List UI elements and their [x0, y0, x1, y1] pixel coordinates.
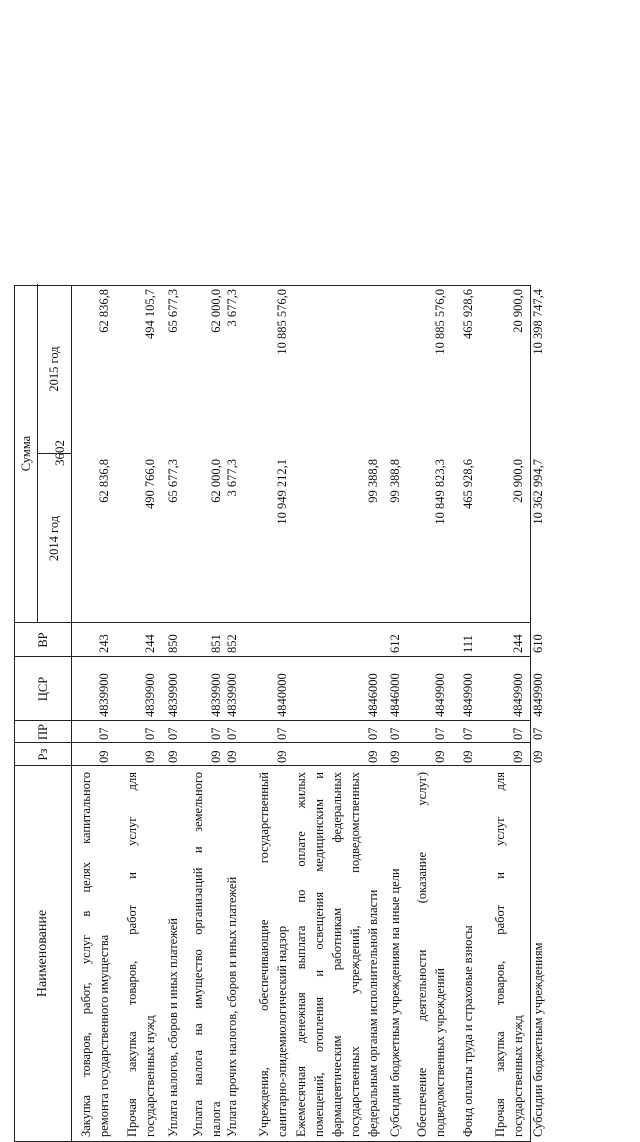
cell-csr: 4846000 — [366, 672, 380, 717]
cell-vr: 612 — [388, 633, 402, 653]
cell-rz: 09 — [166, 750, 180, 763]
cell-csr: 4849900 — [511, 672, 525, 717]
table-header — [15, 286, 72, 1141]
row-name-line: фармацевтическим работникам федеральных — [330, 771, 344, 1137]
row-name-line: помещений, отопления и освещения медицинским и — [312, 771, 326, 1137]
header-vr: ВР — [35, 631, 50, 648]
cell-2015: 10 398 747,4 — [531, 288, 545, 355]
cell-2014: 62 836,8 — [97, 458, 111, 503]
header-rz: Рз — [35, 748, 50, 760]
row-name — [255, 772, 291, 1137]
cell-rz: 09 — [511, 750, 525, 763]
cell-vr: 244 — [511, 633, 525, 653]
row-name — [459, 772, 477, 1137]
row-name-line: государственных нужд — [511, 1014, 525, 1137]
cell-rz: 09 — [209, 750, 223, 763]
cell-rz: 09 — [275, 750, 289, 763]
header-name: Наименование — [35, 909, 50, 997]
cell-2014: 10 849 823,3 — [433, 458, 447, 525]
cell-vr: 851 — [209, 633, 223, 653]
cell-csr: 4839900 — [166, 672, 180, 717]
cell-pr: 07 — [366, 727, 380, 740]
row-name-line: санитарно-эпидемиологический надзор — [275, 925, 289, 1137]
cell-rz: 09 — [366, 750, 380, 763]
cell-pr: 07 — [166, 727, 180, 740]
row-name-line: Уплата прочих налогов, сборов и иных платежей — [225, 876, 239, 1137]
row-name — [164, 772, 182, 1137]
cell-csr: 4839900 — [225, 672, 239, 717]
header-2015: 2015 год — [46, 345, 61, 392]
row-name — [491, 772, 527, 1137]
row-name-line: Учреждения, обеспечивающие государственный — [257, 771, 271, 1137]
cell-2015: 3 677,3 — [225, 288, 239, 326]
cell-pr: 07 — [531, 727, 545, 740]
cell-pr: 07 — [388, 727, 402, 740]
cell-2015: 62 836,8 — [97, 288, 111, 333]
row-name-line: налога — [209, 1100, 223, 1137]
row-name-line: Обеспечение деятельности (оказание услуг) — [415, 771, 429, 1137]
cell-csr: 4849900 — [433, 672, 447, 717]
cell-vr: 610 — [531, 633, 545, 653]
row-name — [413, 772, 449, 1137]
cell-pr: 07 — [225, 727, 239, 740]
row-name — [223, 772, 241, 1137]
cell-rz: 09 — [225, 750, 239, 763]
row-name — [529, 772, 547, 1137]
row-name-line: федеральным органам исполнительной власти — [366, 889, 380, 1137]
cell-rz: 09 — [461, 750, 475, 763]
cell-2014: 99 388,8 — [366, 458, 380, 503]
cell-2014: 62 000,0 — [209, 458, 223, 503]
header-sum: Сумма — [18, 435, 33, 471]
cell-pr: 07 — [461, 727, 475, 740]
cell-2015: 62 000,0 — [209, 288, 223, 333]
row-name-line: Прочая закупка товаров, работ и услуг для — [125, 771, 139, 1137]
row-name-line: государственных нужд — [143, 1014, 157, 1137]
cell-pr: 07 — [275, 727, 289, 740]
page-number: 3602 — [52, 440, 67, 466]
cell-2014: 10 362 994,7 — [531, 458, 545, 525]
cell-rz: 09 — [531, 750, 545, 763]
cell-vr: 243 — [97, 633, 111, 653]
cell-pr: 07 — [433, 727, 447, 740]
cell-2015: 20 900,0 — [511, 288, 525, 333]
budget-table — [14, 285, 545, 1142]
row-name — [123, 772, 159, 1137]
cell-csr: 4839900 — [97, 672, 111, 717]
row-name — [77, 772, 113, 1137]
row-name-line: Прочая закупка товаров, работ и услуг для — [493, 771, 507, 1137]
row-name-line: Уплата налогов, сборов и иных платежей — [166, 917, 180, 1137]
row-name — [292, 772, 382, 1137]
cell-2014: 465 928,6 — [461, 458, 475, 509]
cell-vr: 852 — [225, 633, 239, 653]
row-name-line: Уплата налога на имущество организаций и земельного — [191, 771, 205, 1137]
row-name-line: Ежемесячная денежная выплата по оплате жилых — [294, 771, 308, 1137]
cell-2014: 20 900,0 — [511, 458, 525, 503]
row-name — [189, 772, 225, 1137]
cell-2015: 494 105,7 — [143, 288, 157, 339]
cell-2015: 465 928,6 — [461, 288, 475, 339]
cell-csr: 4849900 — [531, 672, 545, 717]
row-name-line: государственных учреждений, подведомственных — [348, 771, 362, 1137]
row-name-line: Фонд оплаты труда и страховые взносы — [461, 924, 475, 1137]
cell-rz: 09 — [388, 750, 402, 763]
cell-pr: 07 — [511, 727, 525, 740]
row-name-line: ремонта государственного имущества — [97, 934, 111, 1137]
cell-rz: 09 — [143, 750, 157, 763]
header-csr: ЦСР — [35, 676, 50, 701]
row-name — [386, 772, 404, 1137]
header-pr: ПР — [35, 723, 50, 740]
cell-2014: 3 677,3 — [225, 458, 239, 496]
cell-pr: 07 — [97, 727, 111, 740]
cell-2015: 10 885 576,0 — [275, 288, 289, 355]
cell-csr: 4846000 — [388, 672, 402, 717]
cell-vr: 850 — [166, 633, 180, 653]
cell-csr: 4840000 — [275, 672, 289, 717]
cell-2014: 10 949 212,1 — [275, 458, 289, 525]
row-name-line: Закупка товаров, работ, услуг в целях капитального — [79, 771, 93, 1137]
cell-2015: 10 885 576,0 — [433, 288, 447, 355]
cell-rz: 09 — [97, 750, 111, 763]
cell-2014: 490 766,0 — [143, 458, 157, 509]
cell-csr: 4849900 — [461, 672, 475, 717]
cell-rz: 09 — [433, 750, 447, 763]
cell-csr: 4839900 — [143, 672, 157, 717]
cell-vr: 244 — [143, 633, 157, 653]
row-name-line: подведомственных учреждений — [433, 967, 447, 1137]
cell-2014: 65 677,3 — [166, 458, 180, 503]
cell-pr: 07 — [143, 727, 157, 740]
cell-2014: 99 388,8 — [388, 458, 402, 503]
header-2014: 2014 год — [46, 515, 61, 561]
row-name-line: Субсидии бюджетным учреждениям — [531, 941, 545, 1137]
cell-pr: 07 — [209, 727, 223, 740]
cell-csr: 4839900 — [209, 672, 223, 717]
row-name-line: Субсидии бюджетным учреждениям на иные цели — [388, 867, 402, 1137]
cell-vr: 111 — [461, 634, 475, 653]
cell-2015: 65 677,3 — [166, 288, 180, 333]
